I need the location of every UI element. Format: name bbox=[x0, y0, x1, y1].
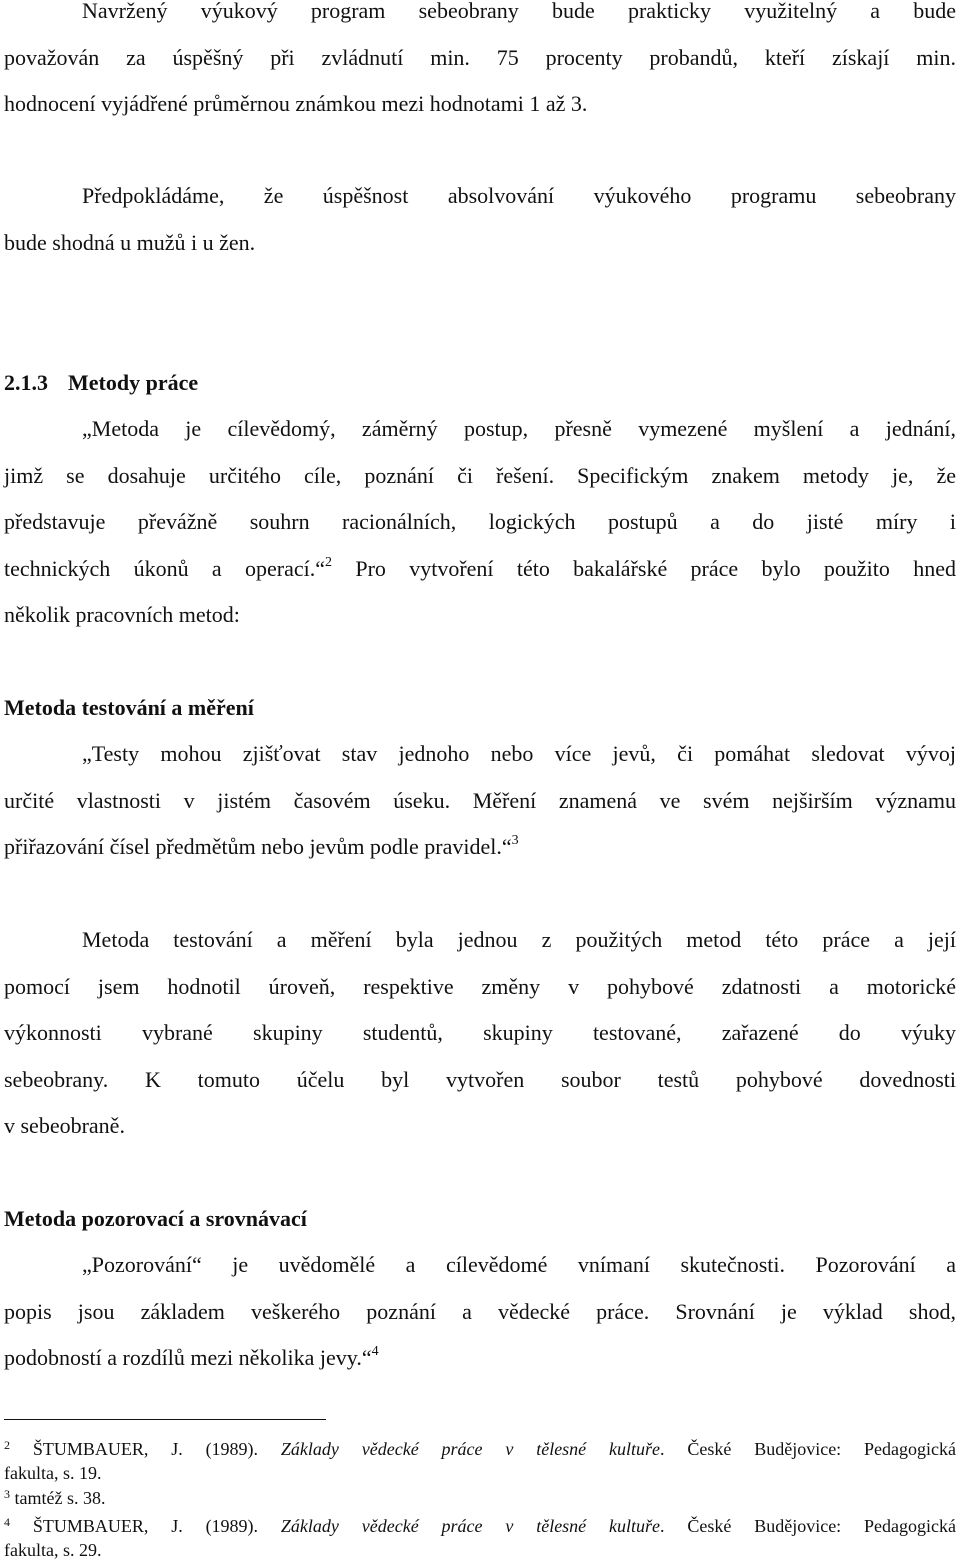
paragraph-program-success bbox=[4, 0, 956, 128]
section-number: 2.1.3 bbox=[4, 370, 48, 395]
subheading-testing-method: Metoda testování a měření bbox=[4, 695, 254, 720]
text-line: „Metoda je cílevědomý, záměrný postup, přesně vymezené myšlení a jednání, bbox=[82, 416, 956, 441]
text-line: v sebeobraně. bbox=[4, 1113, 125, 1138]
text-line: „Testy mohou zjišťovat stav jednoho nebo více jevů, či pomáhat sledovat vývoj bbox=[82, 741, 956, 766]
footnote-line: fakulta, s. 19. bbox=[4, 1463, 102, 1483]
section-heading bbox=[4, 368, 198, 398]
footnote-line bbox=[4, 1486, 956, 1510]
text-line: pomocí jsem hodnotil úroveň, respektive změny v pohybové zdatnosti a motorické bbox=[4, 973, 956, 999]
footnote-publisher: . České Budějovice: Pedagogická bbox=[660, 1516, 956, 1536]
text-fragment: technických úkonů a operací.“ bbox=[4, 555, 326, 581]
footnote-publisher: . České Budějovice: Pedagogická bbox=[660, 1439, 956, 1459]
text-line: Předpokládáme, že úspěšnost absolvování výukového programu sebeobrany bbox=[82, 183, 956, 208]
footnote-line: fakulta, s. 29. bbox=[4, 1540, 102, 1560]
footnote-line bbox=[4, 1437, 956, 1461]
footnote-line bbox=[4, 1514, 956, 1538]
text-line: bude shodná u mužů i u žen. bbox=[4, 229, 256, 255]
text-line: představuje převážně souhrn racionálních, logických postupů a do jisté míry i bbox=[4, 509, 956, 534]
text-line: popis jsou základem veškerého poznání a vědecké práce. Srovnání je výklad shod, bbox=[4, 1298, 956, 1324]
text-line: hodnocení vyjádřené průměrnou známkou mezi hodnotami 1 až 3. bbox=[4, 91, 588, 116]
text-fragment: přiřazování čísel předmětům nebo jevům podle pravidel.“ bbox=[4, 834, 512, 859]
text-line: „Pozorování“ je uvědomělé a cílevědomé vnímaní skutečnosti. Pozorování a bbox=[82, 1252, 956, 1277]
footnote-ref: 3 bbox=[511, 833, 519, 848]
footnote-number: 4 bbox=[4, 1515, 10, 1529]
text-line bbox=[4, 1335, 956, 1382]
paragraph-observation-quote bbox=[4, 1242, 956, 1382]
footnote-author: ŠTUMBAUER, J. (1989). bbox=[10, 1516, 281, 1536]
text-fragment: podobností a rozdílů mezi několika jevy.“ bbox=[4, 1345, 372, 1370]
footnote-ref: 4 bbox=[371, 1344, 379, 1359]
text-line: Navržený výukový program sebeobrany bude prakticky využitelný a bude bbox=[82, 0, 956, 23]
footnote-text: tamtéž s. 38. bbox=[10, 1488, 106, 1508]
text-line: určité vlastnosti v jistém časovém úseku. Měření znamená ve svém nejširším významu bbox=[4, 787, 956, 813]
text-line: považován za úspěšný při zvládnutí min. 75 procenty probandů, kteří získají min. bbox=[4, 44, 956, 70]
paragraph-testing-quote bbox=[4, 731, 956, 871]
footnote-number: 2 bbox=[4, 1438, 10, 1452]
subheading-observation-method: Metoda pozorovací a srovnávací bbox=[4, 1206, 307, 1231]
paragraph-testing-usage bbox=[4, 917, 956, 1150]
footnote-3 bbox=[4, 1486, 956, 1510]
text-line: jimž se dosahuje určitého cíle, poznání či řešení. Specifickým znakem metody je, že bbox=[4, 462, 956, 488]
footnote-4 bbox=[4, 1514, 956, 1562]
text-line: výkonnosti vybrané skupiny studentů, skupiny testované, zařazené do výuky bbox=[4, 1020, 956, 1045]
paragraph-method-definition bbox=[4, 406, 956, 639]
text-fragment: Pro vytvoření této bakalářské práce bylo použito hned bbox=[332, 555, 956, 581]
text-line: sebeobrany. K tomuto účelu byl vytvořen soubor testů pohybové dovednosti bbox=[4, 1066, 956, 1092]
section-title: Metody práce bbox=[68, 370, 199, 395]
text-line bbox=[4, 546, 956, 593]
footnote-book-title: Základy vědecké práce v tělesné kultuře bbox=[280, 1516, 661, 1536]
footnote-book-title: Základy vědecké práce v tělesné kultuře bbox=[280, 1439, 661, 1459]
footnote-2 bbox=[4, 1437, 956, 1485]
text-line: Metoda testování a měření byla jednou z použitých metod této práce a její bbox=[82, 927, 956, 952]
footnote-number: 3 bbox=[4, 1487, 10, 1501]
footnote-author: ŠTUMBAUER, J. (1989). bbox=[10, 1439, 281, 1459]
footnote-ref: 2 bbox=[325, 554, 333, 570]
text-line bbox=[4, 824, 956, 871]
footnote-separator bbox=[4, 1419, 326, 1420]
paragraph-hypothesis bbox=[4, 173, 956, 266]
text-line: několik pracovních metod: bbox=[4, 602, 240, 627]
